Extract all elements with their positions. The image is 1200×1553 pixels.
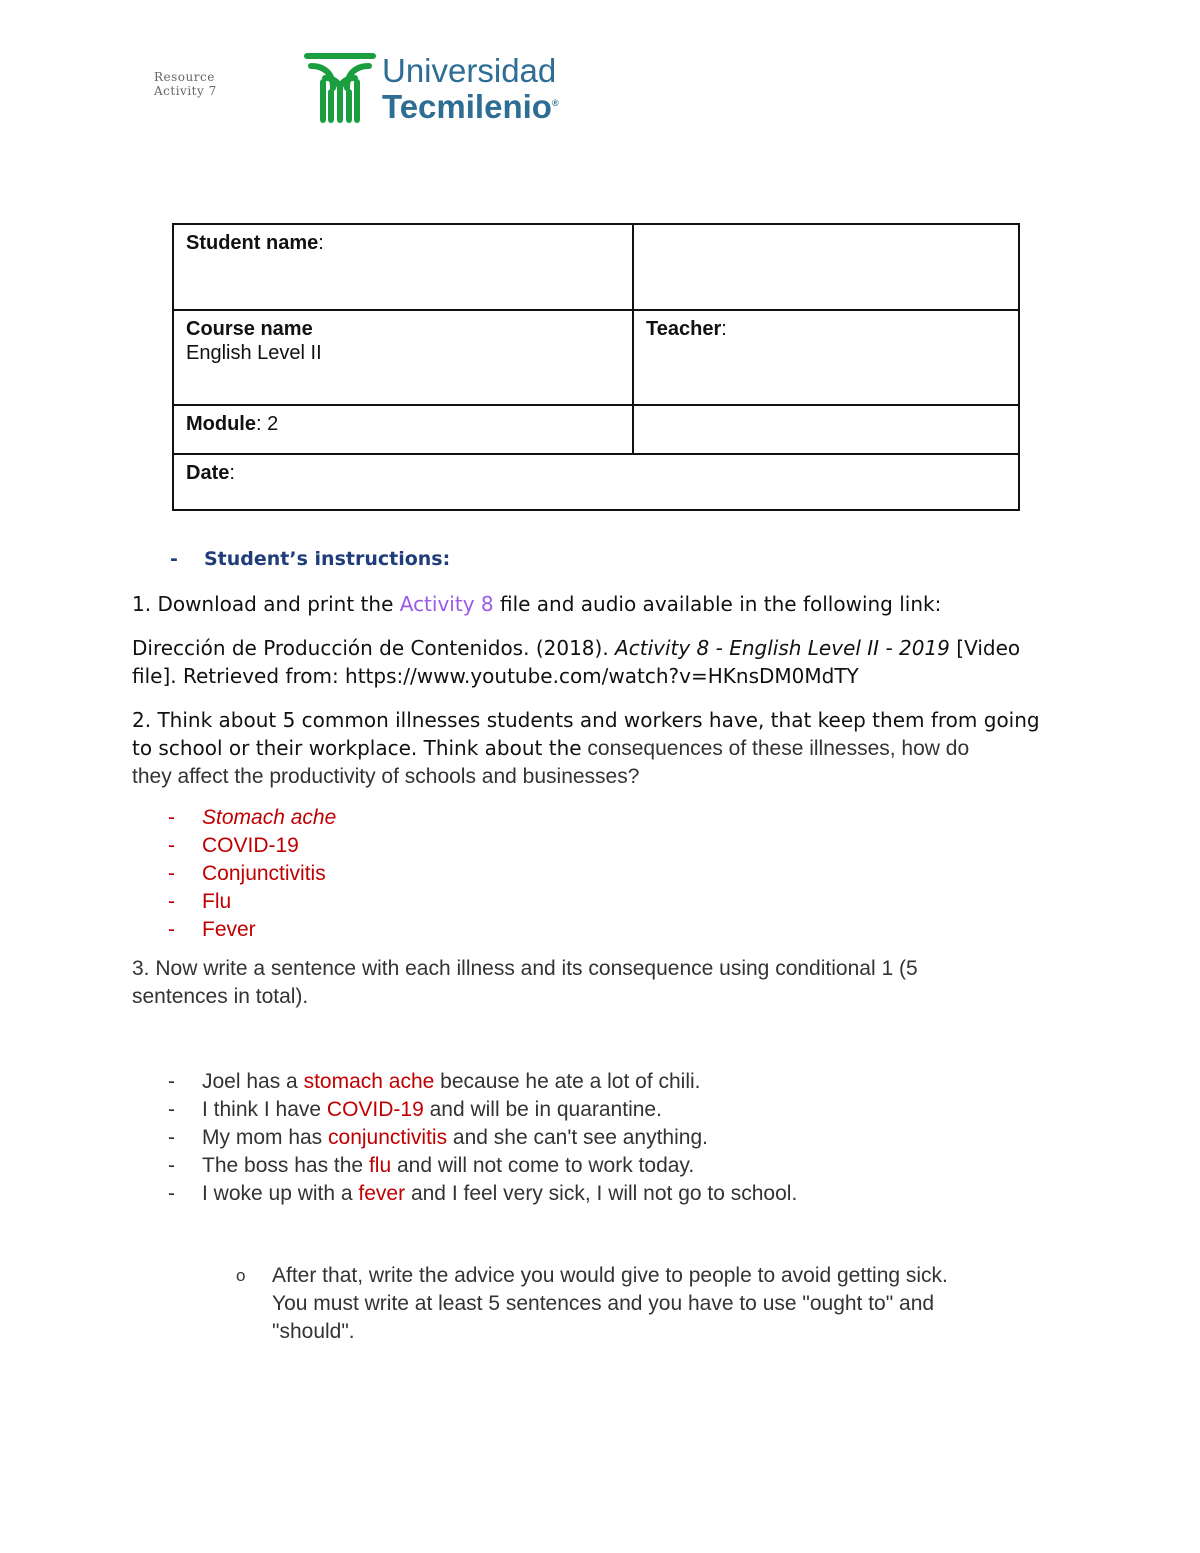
university-logo [303,48,583,126]
list-item: - The boss has the flu and will not come to work today. [168,1154,695,1177]
logo-wordmark-text: Tecmilenio [382,88,552,125]
step2-line2-b: consequences of these illnesses, how do [581,737,970,760]
illness-name: Stomach ache [202,806,337,829]
instructions-heading [170,545,450,573]
illness-name: Conjunctivitis [202,862,326,885]
step2-paragraph [132,706,1040,791]
illness-name: Fever [202,918,256,941]
list-item: - COVID-19 [168,834,299,857]
step2-line2-a: to school or their workplace. Think about the [132,736,582,760]
step3-paragraph [132,955,918,1011]
course-name-value: English Level II [186,342,322,364]
citation-post: [Video [949,636,1021,660]
student-info-table [172,223,1020,511]
course-name-cell[interactable] [173,310,633,405]
course-name-label: Course name [186,318,313,340]
step1-post: file and audio available in the following link: [493,592,942,616]
illness-highlight: fever [358,1182,406,1205]
activity-8-link[interactable]: Activity 8 [399,592,494,616]
sentence-text: My mom has [202,1126,329,1149]
citation-pre: Dirección de Producción de Contenidos. (2018). [132,636,616,660]
sentence-text: Joel has a [202,1070,304,1093]
teacher-cell[interactable] [633,310,1019,405]
logo-wordmark-tecmilenio [382,88,559,126]
list-item: - My mom has conjunctivitis and she can't see anything. [168,1126,708,1149]
sentence-list [168,1068,797,1208]
step2-line3: they affect the productivity of schools and businesses? [132,765,640,788]
resource-line2: Activity 7 [154,84,217,98]
sentence-text: I woke up with a [202,1182,359,1205]
advice-line2: You must write at least 5 sentences and you have to use "ought to" and [272,1292,935,1315]
advice-line1: After that, write the advice you would give to people to avoid getting sick. [272,1264,948,1287]
illness-name: COVID-19 [202,834,299,857]
citation-url-line[interactable]: file]. Retrieved from: https://www.youtube.com/watch?v=HKnsDM0MdTY [132,664,859,688]
module-label: Module [186,413,256,435]
heading-dash: - [170,548,178,570]
illness-highlight: stomach ache [303,1070,435,1093]
empty-header-cell[interactable] [633,224,1019,310]
sentence-text: and I feel very sick, I will not go to school. [405,1182,798,1205]
advice-paragraph [236,1262,948,1346]
step3-line2: sentences in total). [132,985,309,1008]
sentence-text: and she can't see anything. [447,1126,708,1149]
list-item: - Fever [168,918,256,941]
student-name-label: Student name [186,232,319,254]
student-name-cell[interactable] [173,224,633,310]
sentence-text: because he ate a lot of chili. [434,1070,701,1093]
illness-highlight: COVID-19 [326,1098,424,1121]
illness-highlight: flu [368,1154,392,1177]
step2-line2 [132,734,1040,763]
list-item: - Joel has a stomach ache because he ate a lot of chili. [168,1070,701,1093]
module-cell[interactable] [173,405,633,454]
circle-bullet-icon: o [236,1266,246,1285]
heading-text: Student’s instructions: [204,548,451,570]
sentence-text: and will not come to work today. [391,1154,695,1177]
sentence-text: and will be in quarantine. [423,1098,662,1121]
resource-line1: Resource [154,70,215,84]
step1-paragraph [132,590,941,618]
tecmilenio-logo-icon [303,48,377,124]
empty-module-cell[interactable] [633,405,1019,454]
citation-paragraph [132,634,1020,690]
illness-highlight: conjunctivitis [328,1126,448,1149]
list-item: - Stomach ache [168,806,337,829]
sentence-text: I think I have [202,1098,327,1121]
sentence-text: The boss has the [202,1154,369,1177]
registered-mark: ® [551,98,559,108]
student-name-colon: : [318,232,324,254]
logo-wordmark-universidad: Universidad [382,52,557,89]
list-item: - I woke up with a fever and I feel very sick, I will not go to school. [168,1182,798,1205]
date-label: Date [186,462,230,484]
step2-line1: 2. Think about 5 common illnesses students and workers have, that keep them from going [132,708,1040,732]
date-colon: : [229,462,235,484]
citation-title: Activity 8 - English Level II - 2019 [615,636,950,660]
list-item: - Flu [168,890,232,913]
advice-line3: "should". [272,1320,355,1343]
date-cell[interactable] [173,454,1019,510]
module-value: : 2 [256,413,279,435]
step3-line1: 3. Now write a sentence with each illness and its consequence using conditional 1 (5 [132,957,918,980]
resource-label [154,70,217,98]
illness-name: Flu [202,890,232,913]
teacher-colon: : [721,318,727,340]
teacher-label: Teacher [646,318,722,340]
illness-list [168,804,336,944]
list-item: - Conjunctivitis [168,862,326,885]
list-item: - I think I have COVID-19 and will be in quarantine. [168,1098,662,1121]
step1-pre: 1. Download and print the [132,592,400,616]
